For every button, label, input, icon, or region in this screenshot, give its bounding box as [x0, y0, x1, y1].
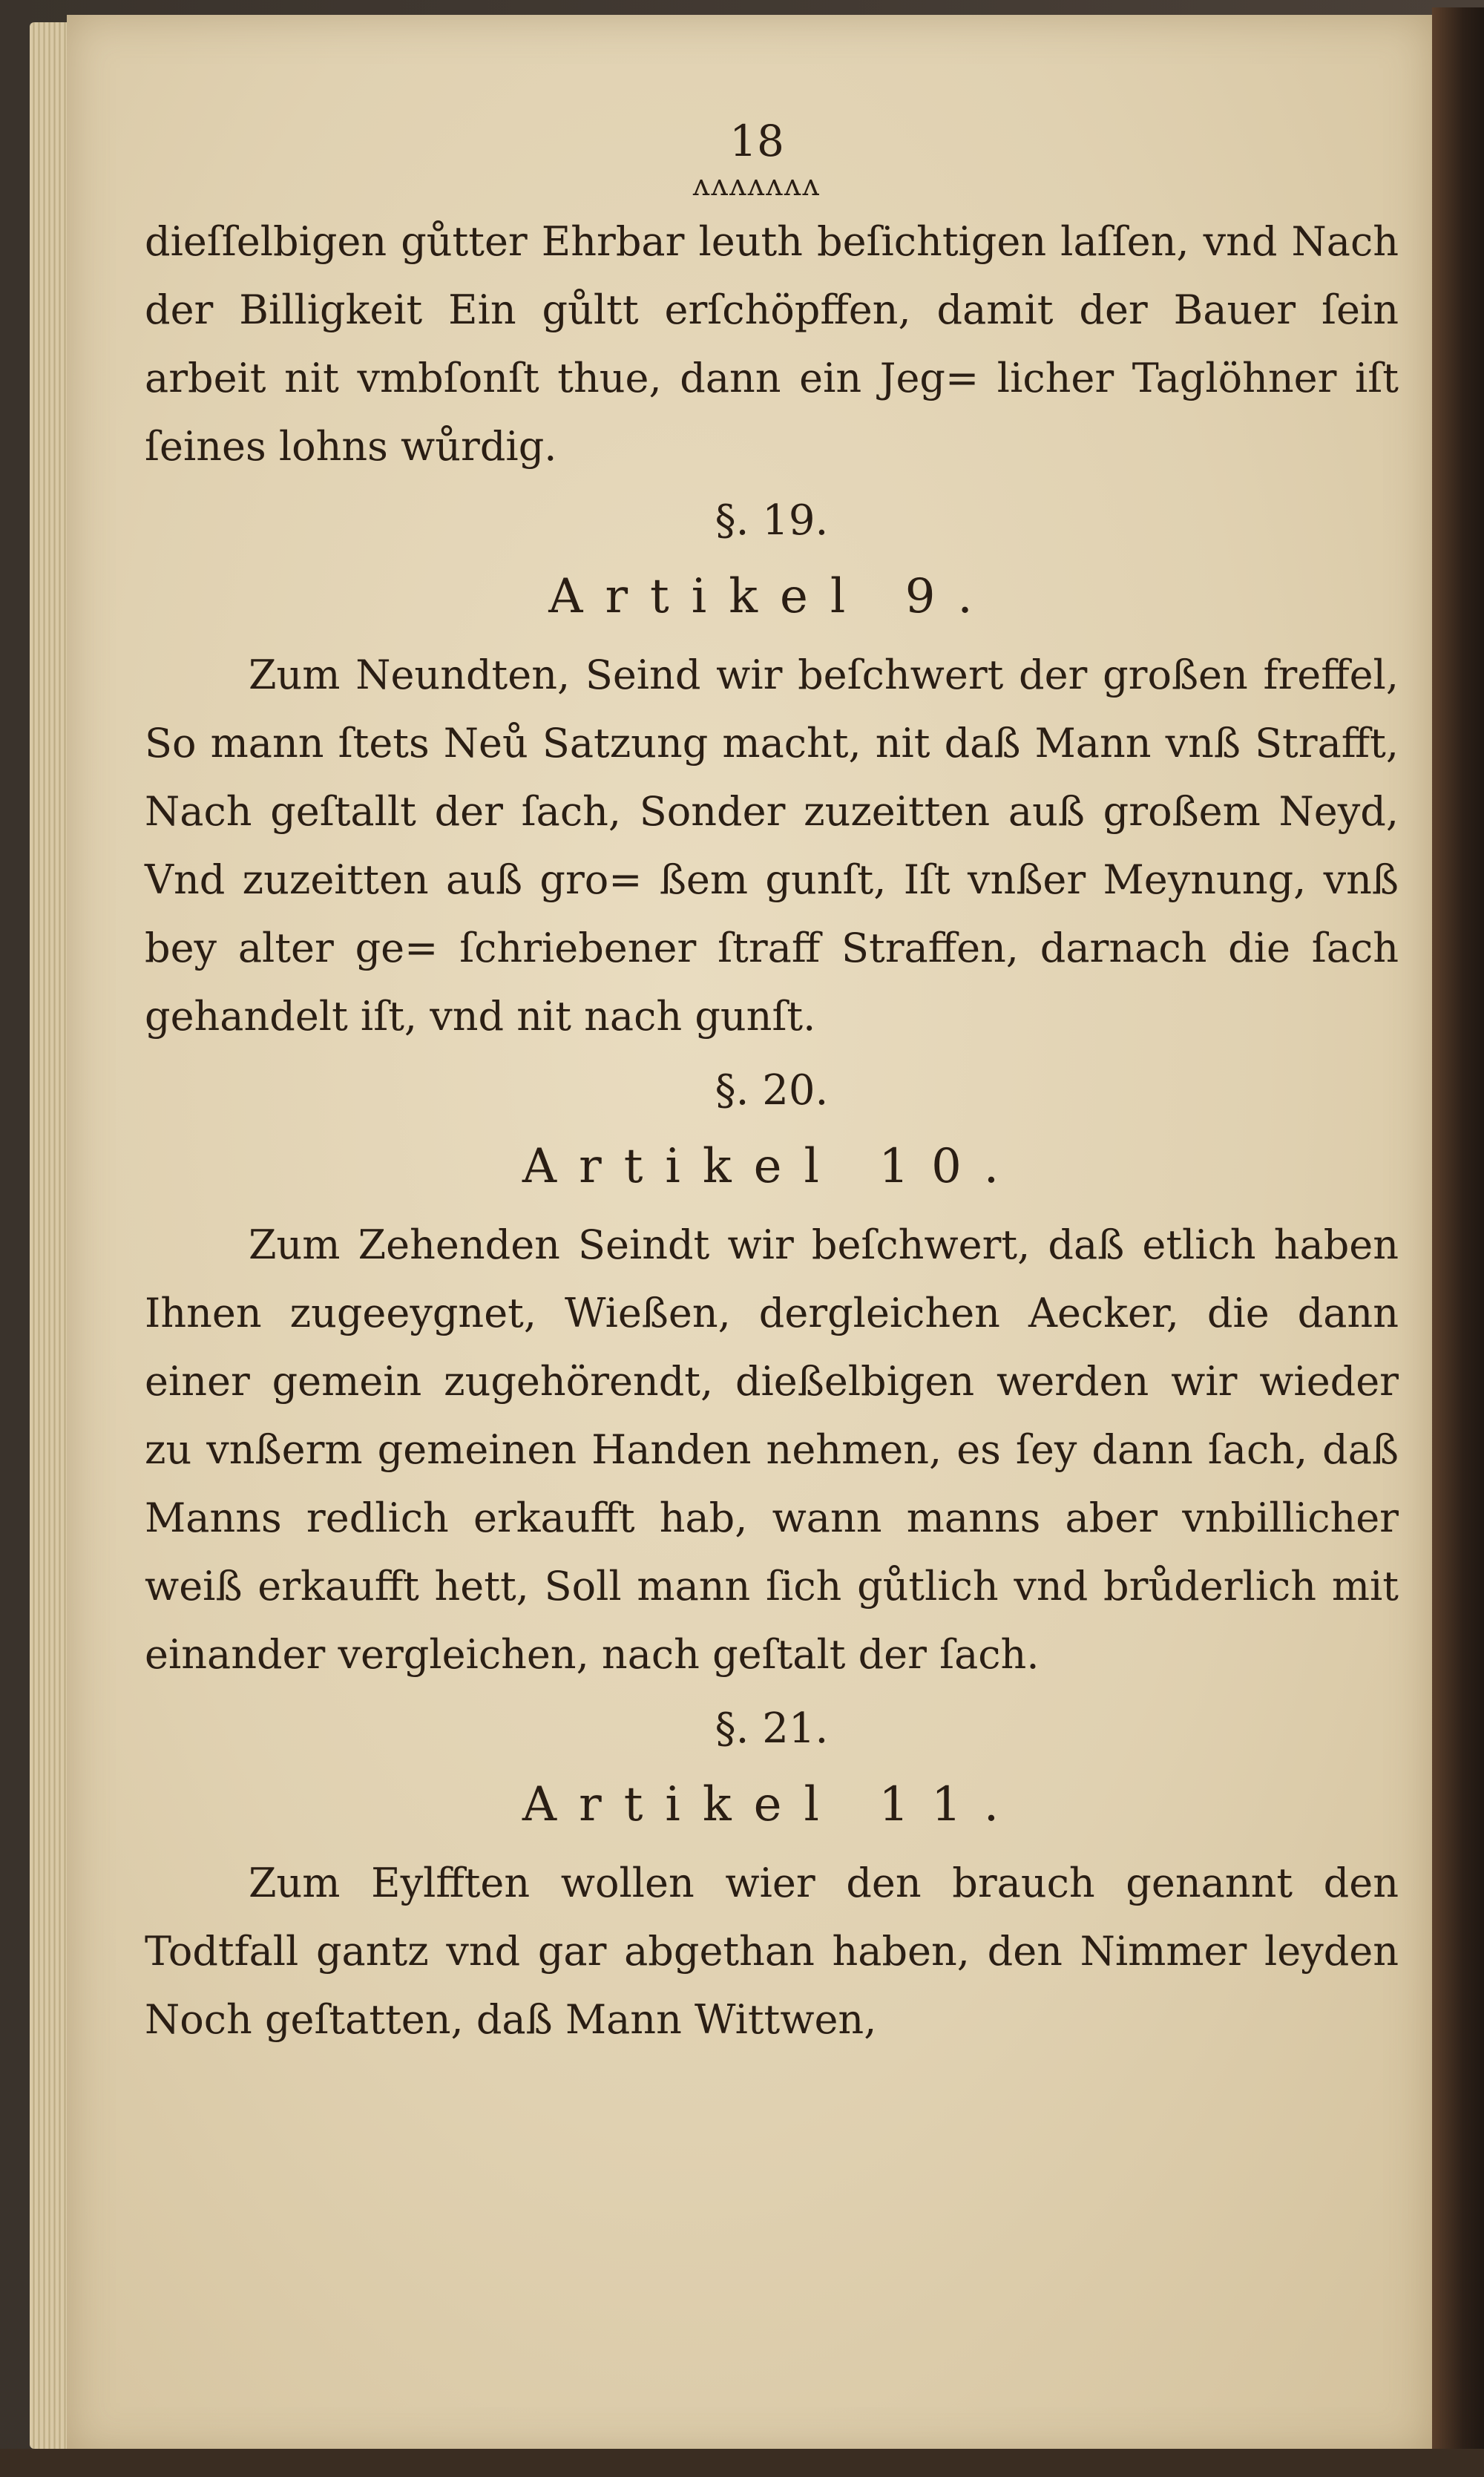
section-19: §. 19. — [715, 496, 829, 545]
page-number: 18 — [729, 116, 784, 166]
paragraph-article-9: Zum Neundten, Seind wir beſchwert der großen freffel, So mann ſtets Neů Satzung macht, nit daß Mann vnß Strafft, Nach geſtallt der ſach, Sonder zuzeitten auß großem Neyd, Vnd zuzeitten auß gro= ßem gunſt, Iſt vnßer Meynung, vnß bey alter ge= ſchriebener ſtraff Straffen, darnach die ſach gehandelt iſt, vnd nit nach gunſt. — [145, 652, 1399, 1040]
background-bottom — [0, 2449, 1484, 2477]
book-binding-edge — [1432, 7, 1484, 2477]
paragraph-article-10: Zum Zehenden Seindt wir beſchwert, daß etlich haben Ihnen zugeeygnet, Wießen, dergleichen Aecker, die dann einer gemein zugehörendt, dießelbigen werden wir wieder zu vnßerm gemeinen Handen nehmen, es ſey dann ſach, daß Manns redlich erkaufft hab, wann manns aber vnbillicher weiß erkaufft hett, Soll mann ſich gůtlich vnd brůderlich mit einander vergleichen, nach geſtalt der ſach. — [145, 1221, 1399, 1678]
section-20: §. 20. — [715, 1066, 829, 1115]
section-21: §. 21. — [715, 1705, 829, 1753]
paragraph-intro: dieſſelbigen gůtter Ehrbar leuth beſichtigen laſſen, vnd Nach der Billigkeit Ein gůltt erſchöpffen, damit der Bauer ſein arbeit nit vmbſonſt thue, dann ein Jeg= licher Taglöhner iſt ſeines lohns wůrdig. — [145, 218, 1399, 470]
article-10-heading: Artikel 10. — [522, 1139, 1022, 1194]
article-11-heading: Artikel 11. — [522, 1777, 1022, 1832]
page-text — [145, 111, 1399, 2054]
header-ornament: ʌʌʌʌʌʌʌ — [692, 168, 821, 203]
article-9-heading: Artikel 9. — [548, 569, 995, 624]
paragraph-article-11: Zum Eylfften wollen wier den brauch genannt den Todtfall gantz vnd gar abgethan haben, den Nimmer leyden Noch geſtatten, daß Mann Wittwen, — [145, 1860, 1399, 2043]
